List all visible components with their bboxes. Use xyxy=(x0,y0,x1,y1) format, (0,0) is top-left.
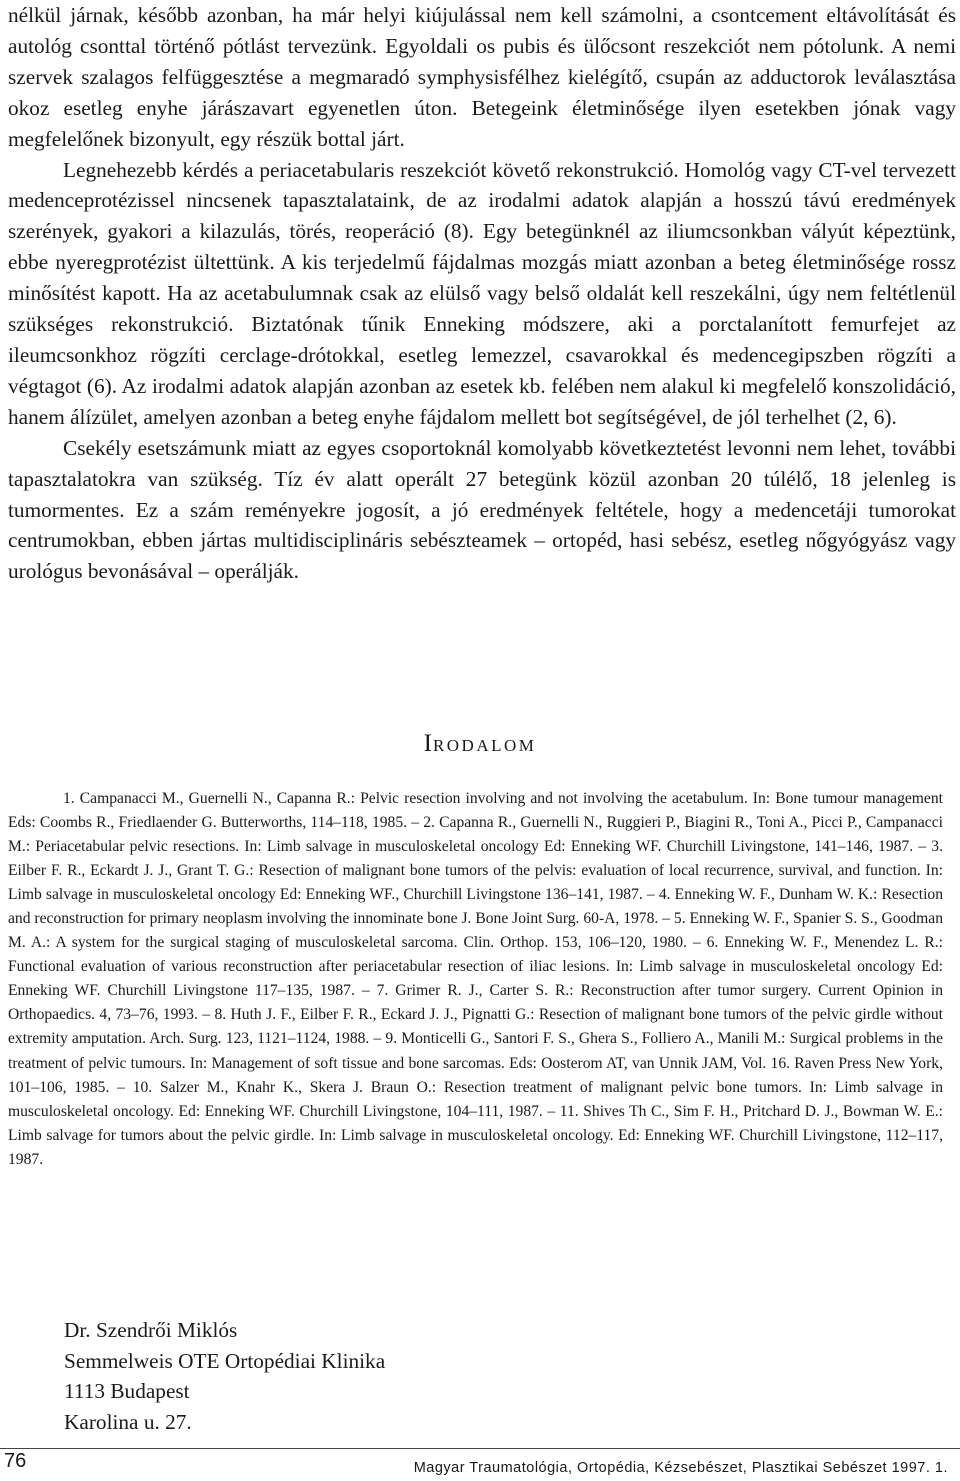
author-address xyxy=(64,1315,385,1437)
author-city: 1113 Budapest xyxy=(64,1379,190,1403)
author-institution: Semmelweis OTE Ortopédiai Klinika xyxy=(64,1348,386,1373)
paragraph-3: Csekély esetszámunk miatt az egyes csoportoknál komolyabb következtetést levonni nem lehet, további tapasztalatokra van szükség. Tíz év alatt operált 27 betegünk közül azonban 20 túlélő, 18 jelenleg is tumormentes. Ez a szám reményekre jogosít, a jó eredmények feltétele, hogy a medencetáji tumorokat centrumokban, ebben jártas multidisciplináris sebészteamek – ortopéd, hasi sebész, esetleg nőgyógyász vagy urológus bevonásával – operálják. xyxy=(8,435,956,584)
paragraph-2: Legnehezebb kérdés a periacetabularis reszekciót követő rekonstrukció. Homológ vagy CT-vel tervezett medenceprotézissel nincsenek tapasztalataink, de az irodalmi adatok alapján a hosszú távú eredmények szerények, gyakori a kilazulás, törés, reoperáció (8). Egy betegünknél az iliumcsonkban vályút képeztünk, ebbe nyeregprotézist ültettünk. A kis terjedelmű fájdalmas mozgás miatt azonban a beteg életminősége rossz minősítést kapott. Ha az acetabulumnak csak az elülső vagy belső oldalát kell reszekálni, úgy nem feltétlenül szükséges rekonstrukció. Biztatónak tűnik Enneking módszere, aki a porctalanított femurfejet az ileumcsonkhoz rögzíti cerclage-drótokkal, esetleg lemezzel, csavarokkal és medencegipszben rögzíti a végtagot (6). Az irodalmi adatok alapján azonban az esetek kb. felében nem alakul ki megfelelő konszolidáció, hanem álízület, amelyen azonban a beteg enyhe fájdalom mellett bot segítségével, de jól terhelhet (2, 6). xyxy=(8,157,956,429)
footer-divider xyxy=(0,1448,960,1449)
page-number: 76 xyxy=(4,1450,27,1472)
references-list xyxy=(8,787,943,1172)
references-text: 1. Campanacci M., Guernelli N., Capanna R.: Pelvic resection involving and not involving the acetabulum. In: Bone tumour management Eds: Coombs R., Friedlaender G. Butterworths, 114–118, 1985. – 2. Capanna R., Guernelli N., Ruggieri P., Biagini R., Toni A., Picci P., Campanacci M.: Periacetabular pelvic resections. In: Limb salvage in musculoskeletal oncology Ed: Enneking WF. Churchill Livingstone, 141–146, 1987. – 3. Eilber F. R., Eckardt J. J., Grant T. G.: Resection of malignant bone tumors of the pelvis: evaluation of local recurrence, survival, and function. In: Limb salvage in musculoskeletal oncology Ed: Enneking WF., Churchill Livingstone 136–141, 1987. – 4. Enneking W. F., Dunham W. K.: Resection and reconstruction for primary neoplasm involving the innominate bone J. Bone Joint Surg. 60-A, 1978. – 5. Enneking W. F., Spanier S. S., Goodman M. A.: A system for the surgical staging of musculoskeletal sarcoma. Clin. Orthop. 153, 106–120, 1980. – 6. Enneking W. F., Menendez L. R.: Functional evaluation of various reconstruction after periacetabular resection of iliac lesions. In: Limb salvage in musculoskeletal oncology Ed: Enneking WF. Churchill Livingstone 117–135, 1987. – 7. Grimer R. J., Carter S. R.: Reconstruction after tumor surgery. Current Opinion in Orthopaedics. 4, 73–76, 1993. – 8. Huth J. F., Eilber F. R., Eckard J. J., Pignatti G.: Resection of malignant bone tumors of the pelvic girdle without extremity amputation. Arch. Surg. 123, 1121–1124, 1988. – 9. Monticelli G., Santori F. S., Ghera S., Folliero A., Manili M.: Surgical problems in the treatment of pelvic tumours. In: Management of soft tissue and bone sarcomas. Eds: Oosterom AT, van Unnik JAM, Vol. 16. Raven Press New York, 101–106, 1985. – 10. Salzer M., Knahr K., Skera J. Braun O.: Resection treatment of malignant pelvic bone tumors. In: Limb salvage in musculoskeletal oncology. Ed: Enneking WF. Churchill Livingstone, 104–111, 1987. – 11. Shives Th C., Sim F. H., Pritchard D. J., Bowman W. E.: Limb salvage for tumors about the pelvic girdle. In: Limb salvage in musculoskeletal oncology. Ed: Enneking WF. Churchill Livingstone, 112–117, 1987. xyxy=(8,790,943,1168)
journal-citation: Magyar Traumatológia, Ortopédia, Kézsebészet, Plasztikai Sebészet 1997. 1. xyxy=(413,1460,948,1476)
article-body xyxy=(8,0,956,587)
references-heading-initial: I xyxy=(423,730,433,757)
references-heading xyxy=(0,730,960,758)
references-heading-rest: RODALOM xyxy=(432,736,537,755)
paragraph-1: nélkül járnak, később azonban, ha már helyi kiújulással nem kell számolni, a csontcement eltávolítását és autológ csonttal történő pótlást tervezünk. Egyoldali os pubis és ülőcsont reszekciót nem pótolunk. A nemi szervek szalagos felfüggesztése a megmaradó symphysisfélhez kielégítő, csupán az adductorok leválasztása okoz esetleg enyhe járászavart egyenetlen úton. Betegeink életminősége ilyen esetekben jónak vagy megfelelőnek bizonyult, egy részük bottal járt. xyxy=(8,3,956,151)
author-name: Dr. Szendrői Miklós xyxy=(64,1318,238,1342)
author-street: Karolina u. 27. xyxy=(64,1409,192,1434)
